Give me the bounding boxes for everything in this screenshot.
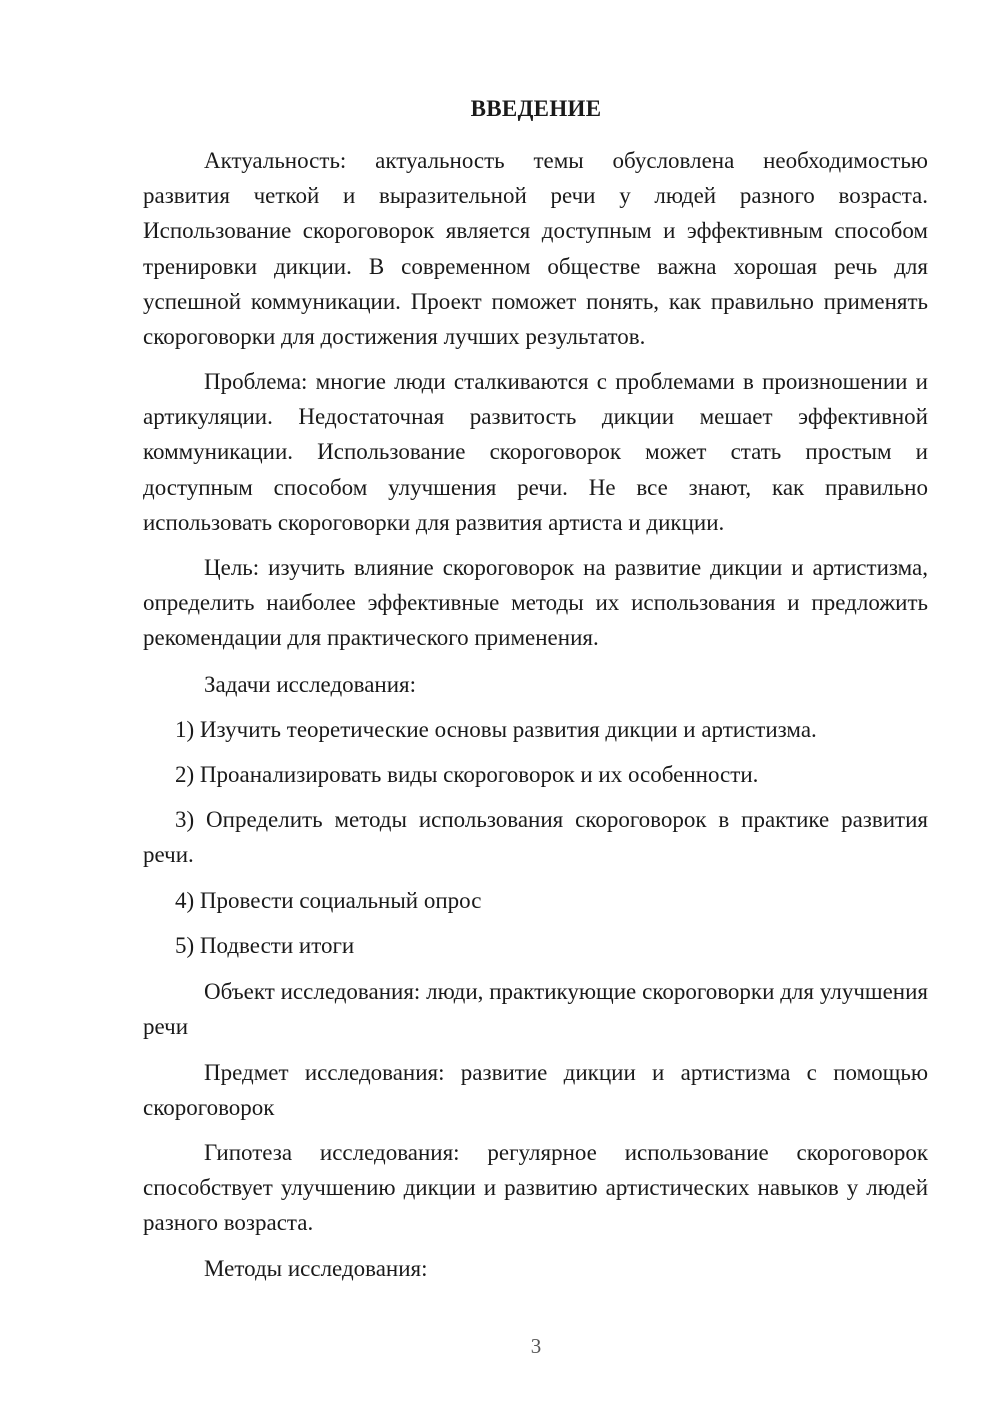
methods-heading: Методы исследования: [204,1256,428,1281]
task-item-2: 2) Проанализировать виды скороговорок и их особенности. [175,762,759,787]
problem-paragraph: Проблема: многие люди сталкиваются с проблемами в произношении и артикуляции. Недостаточная развитость дикции мешает эффективной коммуникации. Использование скороговорок может стать простым и доступным способом улучшения речи. Не все знают, как правильно использовать скороговорки для развития артиста и дикции. [143,369,928,535]
object-paragraph: Объект исследования: люди, практикующие скороговорки для улучшения речи [143,979,928,1040]
tasks-heading: Задачи исследования: [204,672,417,697]
task-item-1: 1) Изучить теоретические основы развития дикции и артистизма. [175,717,817,742]
page-title: ВВЕДЕНИЕ [470,96,602,121]
subject-paragraph: Предмет исследования: развитие дикции и артистизма с помощью скороговорок [143,1060,928,1121]
task-item-3: 3) Определить методы использования скороговорок в практике развития речи. [143,807,928,868]
task-item-5: 5) Подвести итоги [175,933,355,958]
goal-paragraph: Цель: изучить влияние скороговорок на развитие дикции и артистизма, определить наиболее эффективные методы их использования и предложить рекомендации для практического применения. [143,555,928,651]
page-number: 3 [530,1334,542,1358]
hypothesis-paragraph: Гипотеза исследования: регулярное использование скороговорок способствует улучшению дикции и развитию артистических навыков у людей разного возраста. [143,1140,928,1236]
task-item-4: 4) Провести социальный опрос [175,888,482,913]
relevance-paragraph: Актуальность: актуальность темы обусловлена необходимостью развития четкой и выразительной речи у людей разного возраста. Использование скороговорок является доступным и эффективным способом тренировки дикции. В современном обществе важна хорошая речь для успешной коммуникации. Проект поможет понять, как правильно применять скороговорки для достижения лучших результатов. [143,148,928,350]
